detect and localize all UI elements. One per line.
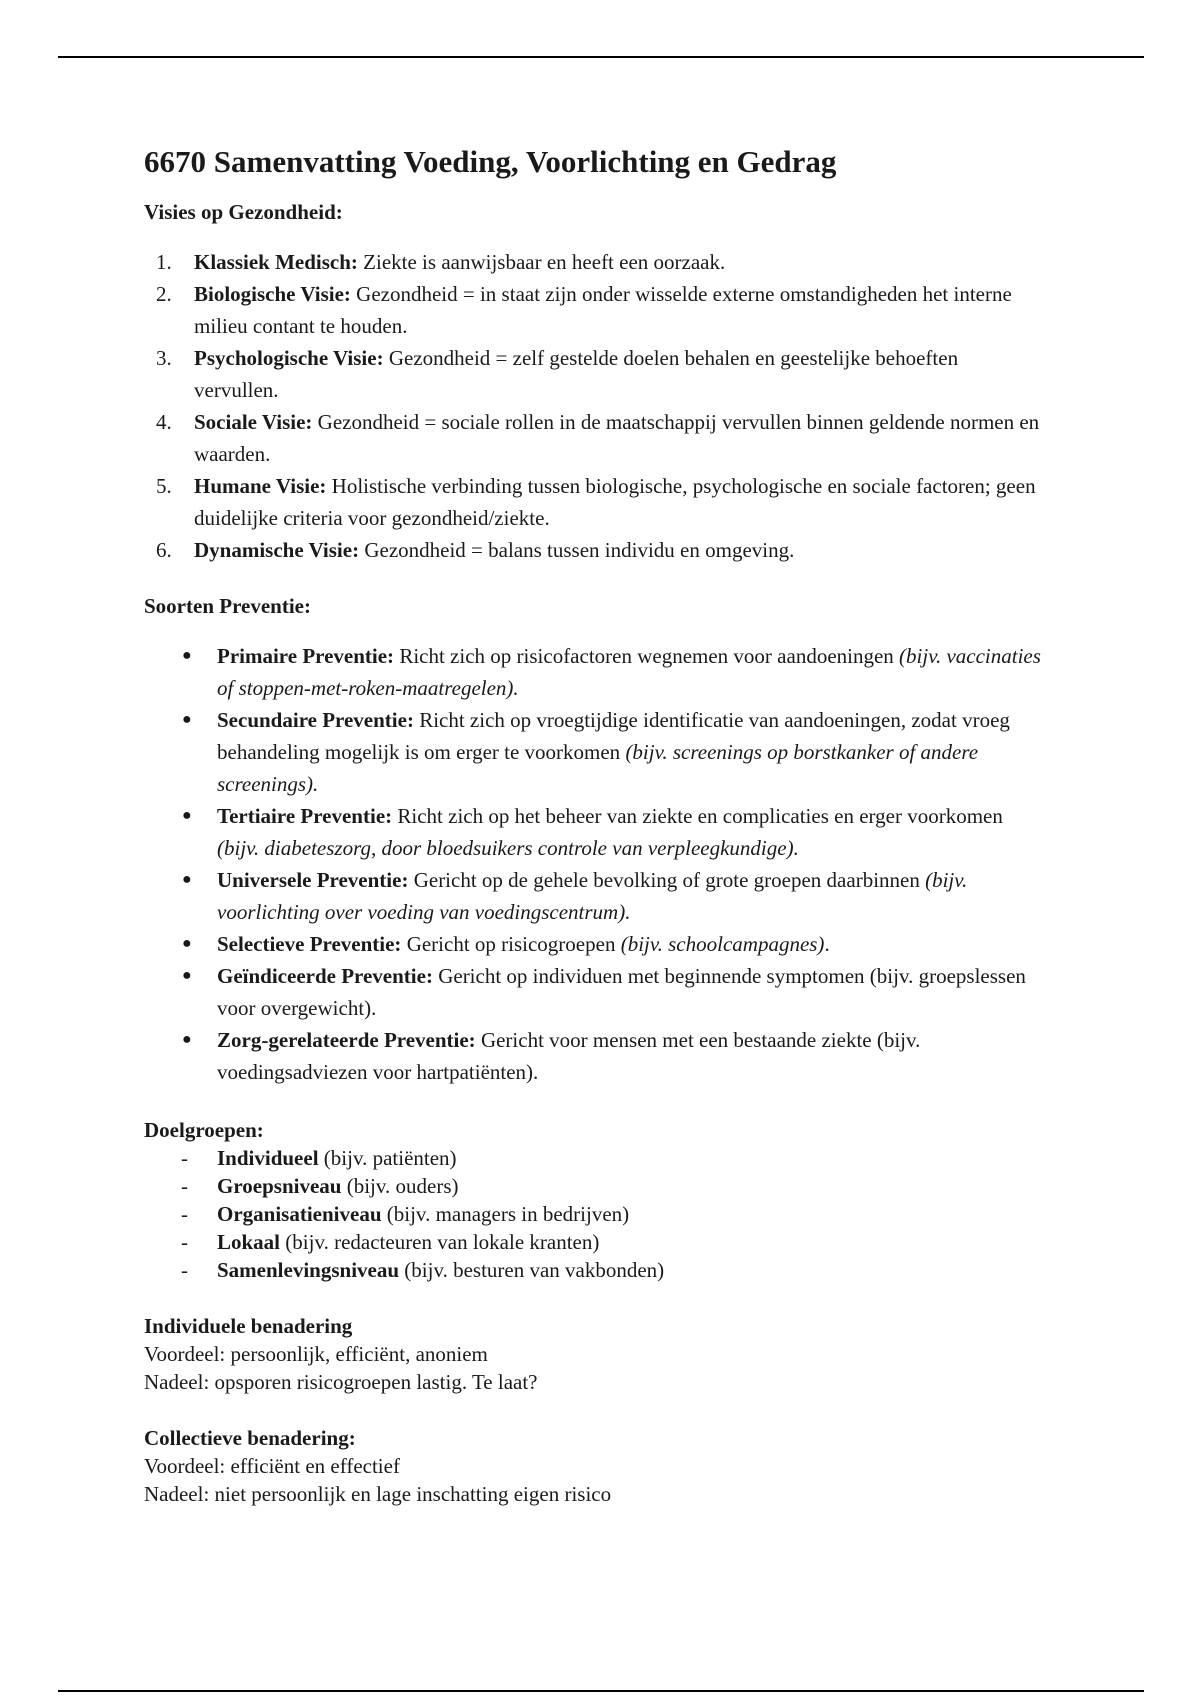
section-heading-collectief: Collectieve benadering: — [144, 1426, 356, 1450]
bullet-icon: ● — [182, 647, 192, 664]
bullet-icon: ● — [182, 967, 192, 984]
voordeel-text: Voordeel: efficiënt en effectief — [144, 1454, 400, 1478]
section-doelgroepen — [144, 1116, 1044, 1284]
list-item: 1. Klassiek Medisch: Ziekte is aanwijsbaar en heeft een oorzaak. — [156, 250, 726, 274]
list-item: ● Universele Preventie: Gericht op de gehele bevolking of grote groepen daarbinnen (bijv. voorlichting over voeding van voedingscentrum). — [144, 864, 1044, 928]
visies-list — [144, 246, 1044, 566]
list-item: 3. Psychologische Visie: Gezondheid = zelf gestelde doelen behalen en geestelijke behoeften vervullen. — [156, 346, 959, 402]
list-item: 2. Biologische Visie: Gezondheid = in staat zijn onder wisselde externe omstandigheden het interne milieu contant te houden. — [156, 282, 1012, 338]
nadeel-text: Nadeel: opsporen risicogroepen lastig. Te laat? — [144, 1370, 538, 1394]
dash-icon: - — [181, 1258, 188, 1282]
doelgroepen-list — [144, 1144, 1044, 1284]
list-item: ● Selectieve Preventie: Gericht op risicogroepen (bijv. schoolcampagnes). — [144, 928, 1044, 960]
list-item: ● Primaire Preventie: Richt zich op risicofactoren wegnemen voor aandoeningen (bijv. vaccinaties of stoppen-met-roken-maatregelen). — [144, 640, 1044, 704]
section-heading-visies: Visies op Gezondheid: — [144, 200, 343, 224]
bullet-icon: ● — [182, 1031, 192, 1048]
dash-icon: - — [181, 1146, 188, 1170]
list-item: - Individueel (bijv. patiënten) — [181, 1146, 457, 1170]
bullet-icon: ● — [182, 711, 192, 728]
bullet-icon: ● — [182, 935, 192, 952]
list-item: - Organisatieniveau (bijv. managers in bedrijven) — [181, 1202, 630, 1226]
list-item: 6. Dynamische Visie: Gezondheid = balans tussen individu en omgeving. — [156, 538, 795, 562]
list-item: ● Tertiaire Preventie: Richt zich op het beheer van ziekte en complicaties en erger voorkomen (bijv. diabeteszorg, door bloedsuikers controle van verpleegkundige). — [144, 800, 1044, 864]
list-item: - Groepsniveau (bijv. ouders) — [181, 1174, 459, 1198]
nadeel-text: Nadeel: niet persoonlijk en lage inschatting eigen risico — [144, 1482, 612, 1506]
dash-icon: - — [181, 1202, 188, 1226]
list-item: ● Zorg-gerelateerde Preventie: Gericht voor mensen met een bestaande ziekte (bijv. voedingsadviezen voor hartpatiënten). — [144, 1024, 1044, 1088]
section-visies — [144, 198, 1044, 566]
list-item: - Lokaal (bijv. redacteuren van lokale kranten) — [181, 1230, 600, 1254]
list-item: ● Geïndiceerde Preventie: Gericht op individuen met beginnende symptomen (bijv. groepslessen voor overgewicht). — [144, 960, 1044, 1024]
voordeel-text: Voordeel: persoonlijk, efficiënt, anoniem — [144, 1342, 488, 1366]
section-preventie — [144, 592, 1044, 1088]
section-heading-individueel: Individuele benadering — [144, 1314, 353, 1338]
bullet-icon: ● — [182, 871, 192, 888]
dash-icon: - — [181, 1174, 188, 1198]
dash-icon: - — [181, 1230, 188, 1254]
section-heading-doelgroepen: Doelgroepen: — [144, 1118, 264, 1142]
list-item: - Samenlevingsniveau (bijv. besturen van vakbonden) — [181, 1258, 665, 1282]
section-collectieve-benadering — [144, 1424, 1044, 1508]
list-item: 4. Sociale Visie: Gezondheid = sociale rollen in de maatschappij vervullen binnen geldende normen en waarden. — [156, 410, 1040, 466]
section-heading-preventie: Soorten Preventie: — [144, 594, 311, 618]
list-item: ● Secundaire Preventie: Richt zich op vroegtijdige identificatie van aandoeningen, zodat vroeg behandeling mogelijk is om erger te voorkomen (bijv. screenings op borstkanker of andere screenings). — [144, 704, 1044, 800]
section-individuele-benadering — [144, 1312, 1044, 1396]
bullet-icon: ● — [182, 807, 192, 824]
page-title: 6670 Samenvatting Voeding, Voorlichting en Gedrag — [144, 144, 837, 179]
bottom-rule — [58, 1690, 1144, 1692]
list-item: 5. Humane Visie: Holistische verbinding tussen biologische, psychologische en sociale factoren; geen duidelijke criteria voor gezondheid/ziekte. — [156, 474, 1036, 530]
document-body — [144, 140, 1044, 1508]
top-rule — [58, 56, 1144, 58]
preventie-list — [144, 640, 1044, 1088]
